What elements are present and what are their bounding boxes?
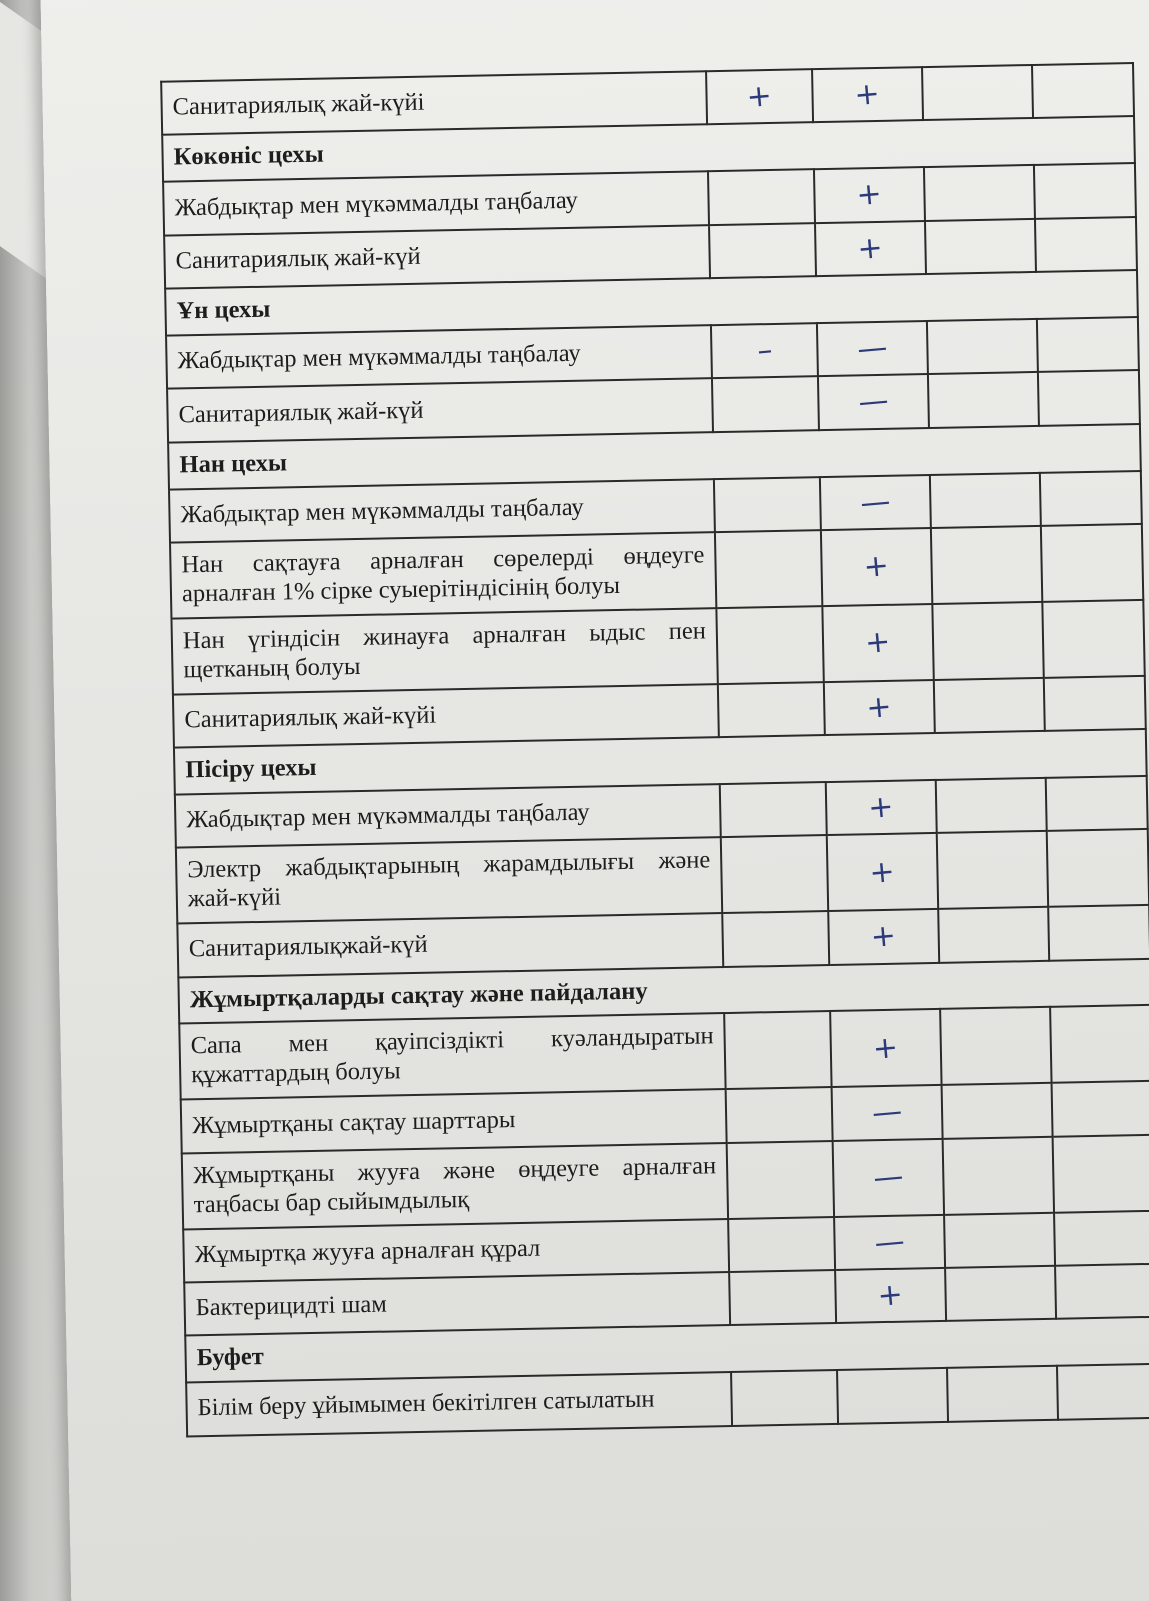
mark-cell — [942, 1083, 1053, 1138]
mark-cell — [925, 219, 1036, 274]
criterion-text: Санитариялықжай-күй — [177, 913, 723, 977]
section-title: Буфет — [185, 1317, 1149, 1383]
handwritten-mark: — — [871, 1158, 905, 1197]
mark-cell — [1048, 905, 1149, 960]
criterion-text: Жабдықтар мен мүкәммалды таңбалау — [166, 325, 712, 389]
handwritten-mark: – — [755, 332, 774, 369]
mark-cell — [834, 1214, 945, 1269]
handwritten-mark: + — [869, 918, 898, 956]
document-page — [40, 0, 1149, 1601]
mark-cell — [832, 1085, 943, 1140]
criterion-text: Нан үгіндісін жинауға арналған ыдыс пен щетканың болуы — [171, 608, 717, 694]
mark-cell — [1052, 1081, 1149, 1136]
criterion-text: Сапа мен қауіпсіздікті куәландыратын құжаттардың болуы — [179, 1014, 725, 1100]
mark-cell — [934, 678, 1045, 733]
mark-cell — [947, 1366, 1058, 1421]
checklist-body — [161, 63, 1149, 1436]
criterion-text: Білім беру ұйымымен бекітілген сатылатын — [186, 1372, 732, 1436]
mark-cell — [728, 1216, 835, 1271]
handwritten-mark: + — [856, 229, 885, 267]
mark-cell — [709, 223, 816, 278]
handwritten-mark: + — [867, 788, 896, 827]
mark-cell — [833, 1139, 944, 1217]
mark-cell — [1032, 63, 1134, 118]
mark-cell — [1047, 829, 1149, 907]
mark-cell — [1042, 600, 1144, 678]
mark-cell — [708, 169, 815, 224]
section-title: Жұмыртқаларды сақтау және пайдалану — [178, 958, 1149, 1024]
handwritten-mark: — — [858, 483, 892, 521]
mark-cell — [720, 782, 827, 837]
mark-cell — [731, 1370, 838, 1425]
mark-cell — [1053, 1135, 1149, 1213]
criterion-text: Жабдықтар мен мүкәммалды таңбалау — [175, 784, 721, 848]
mark-cell — [822, 604, 933, 682]
mark-cell — [821, 528, 932, 606]
section-title: Нан цехы — [168, 424, 1141, 490]
handwritten-mark: + — [876, 1276, 905, 1314]
mark-cell — [931, 526, 1042, 604]
mark-cell — [724, 1012, 831, 1090]
criterion-text: Нан сақтауға арналған сөрелерді өңдеуге арналған 1% сірке суыерітіндісінің болуы — [170, 532, 716, 618]
handwritten-mark: — — [870, 1093, 904, 1132]
handwritten-mark: — — [873, 1223, 907, 1261]
criterion-text: Санитариялық жай-күй — [164, 225, 710, 289]
mark-cell — [936, 778, 1047, 833]
section-title: Ұн цехы — [165, 270, 1138, 336]
mark-cell — [1044, 676, 1146, 731]
mark-cell — [817, 321, 928, 376]
mark-cell — [927, 319, 1038, 374]
mark-cell — [943, 1136, 1054, 1214]
mark-cell — [930, 473, 1041, 528]
criterion-text: Санитариялық жай-күйі — [161, 71, 707, 135]
criterion-text: Жұмыртқаны сақтау шарттары — [181, 1089, 727, 1153]
handwritten-mark: + — [745, 78, 774, 116]
mark-cell — [924, 165, 1035, 220]
mark-cell — [1034, 163, 1136, 218]
mark-cell — [826, 780, 937, 835]
mark-cell — [1057, 1364, 1149, 1419]
section-title: Пісіру цехы — [174, 729, 1147, 795]
mark-cell — [818, 374, 929, 429]
criterion-text: Санитариялық жай-күйі — [173, 684, 719, 748]
section-title: Көкөніс цехы — [162, 116, 1135, 182]
mark-cell — [940, 1007, 1051, 1085]
mark-cell — [721, 835, 828, 913]
mark-cell — [714, 477, 821, 532]
mark-cell — [937, 831, 1048, 909]
handwritten-mark: — — [856, 383, 890, 421]
mark-cell — [928, 372, 1039, 427]
mark-cell — [944, 1212, 1055, 1267]
criterion-text: Жабдықтар мен мүкәммалды таңбалау — [163, 172, 709, 236]
criterion-text: Жабдықтар мен мүкәммалды таңбалау — [169, 479, 715, 543]
mark-cell — [815, 221, 926, 276]
mark-cell — [1041, 524, 1143, 602]
mark-cell — [1040, 471, 1142, 526]
handwritten-mark: + — [865, 688, 894, 726]
mark-cell — [1054, 1210, 1149, 1265]
mark-cell — [837, 1368, 948, 1423]
mark-cell — [824, 680, 935, 735]
mark-cell — [1055, 1264, 1149, 1319]
handwritten-mark: — — [855, 329, 889, 368]
criterion-text: Электр жабдықтарының жарамдылығы және жай-күйі — [176, 837, 722, 923]
handwritten-mark: + — [862, 548, 891, 586]
mark-cell — [835, 1268, 946, 1323]
mark-cell — [1038, 370, 1140, 425]
mark-cell — [711, 323, 818, 378]
mark-cell — [830, 1009, 941, 1087]
handwritten-mark: + — [868, 853, 897, 891]
mark-cell — [922, 65, 1033, 120]
mark-cell — [814, 167, 925, 222]
mark-cell — [726, 1087, 833, 1142]
mark-cell — [938, 907, 1049, 962]
mark-cell — [712, 377, 819, 432]
mark-cell — [729, 1270, 836, 1325]
handwritten-mark: + — [863, 624, 893, 662]
criterion-text: Жұмыртқаны жууға және өңдеуге арналған таңбасы бар сыйымдылық — [182, 1143, 728, 1229]
mark-cell — [932, 602, 1043, 680]
mark-cell — [1050, 1005, 1149, 1083]
mark-cell — [828, 909, 939, 964]
handwritten-mark: + — [853, 76, 882, 114]
mark-cell — [716, 606, 823, 684]
checklist-table-wrapper — [160, 62, 1149, 1437]
criterion-text: Бактерицидті шам — [184, 1272, 730, 1336]
mark-cell — [706, 69, 813, 124]
mark-cell — [1046, 776, 1148, 831]
criterion-text: Жұмыртқа жууға арналған құрал — [183, 1219, 729, 1283]
handwritten-mark: + — [871, 1029, 900, 1067]
mark-cell — [727, 1141, 834, 1219]
mark-cell — [945, 1266, 1056, 1321]
handwritten-mark: + — [855, 176, 884, 214]
mark-cell — [1035, 217, 1137, 272]
mark-cell — [1037, 317, 1139, 372]
mark-cell — [715, 530, 822, 608]
mark-cell — [718, 682, 825, 737]
mark-cell — [827, 833, 938, 911]
mark-cell — [722, 911, 829, 966]
mark-cell — [812, 67, 923, 122]
inspection-checklist-table — [160, 62, 1149, 1437]
mark-cell — [820, 475, 931, 530]
criterion-text: Санитариялық жай-күй — [167, 379, 713, 443]
